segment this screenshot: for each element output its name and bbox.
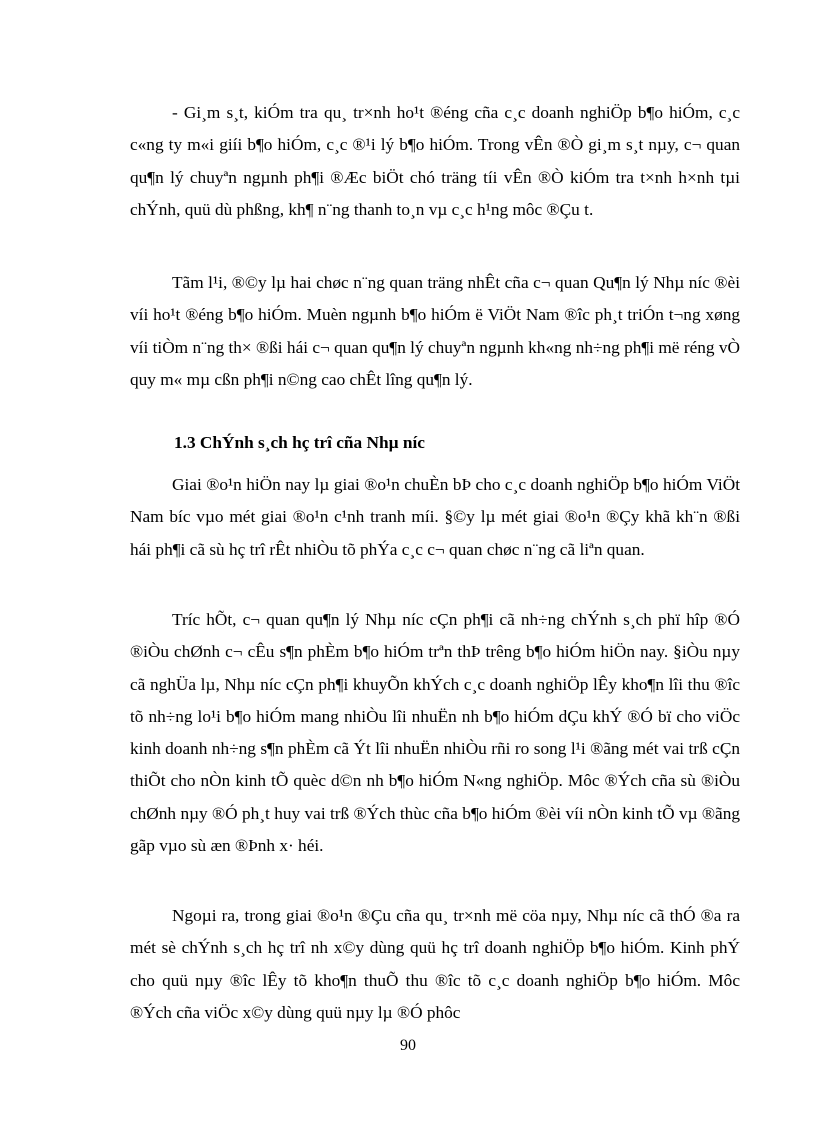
section-heading: 1.3 ChÝnh s¸ch hç trî cña Nhµ níc [174, 433, 425, 452]
paragraph-supervision: - Gi¸m s¸t, kiÓm tra qu¸ tr×nh ho¹t ®éng cña c¸c doanh nghiÖp b¶o hiÓm, c¸c c«ng ty m«i giíi b¶o hiÓm, c¸c ®¹i lý b¶o hiÓm. Trong vÊn ®Ò gi¸m s¸t nµy, c¬ quan qu¶n lý chuyªn ngµnh ph¶i ®Æc biÖt chó träng tíi vÊn ®Ò kiÓm tra t×nh h×nh tµi chÝnh, quü dù phßng, kh¶ n¨ng thanh to¸n vµ c¸c h¹ng môc ®Çu t. [130, 103, 740, 219]
paragraph-first-policy: Tríc hÕt, c¬ quan qu¶n lý Nhµ níc cÇn ph¶i cã nh÷ng chÝnh s¸ch phï hîp ®Ó ®iÒu chØnh c¬ cÊu s¶n phÈm b¶o hiÓm trªn thÞ trêng b¶o hiÓm hiÖn nay. §iÒu nµy cã nghÜa lµ, Nhµ níc cÇn ph¶i khuyÕn khÝch c¸c doanh nghiÖp lÊy kho¶n lîi thu ®îc tõ nh÷ng lo¹i b¶o hiÓm mang nhiÒu lîi nhuËn nh b¶o hiÓm dÇu khÝ ®Ó bï cho viÖc kinh doanh nh÷ng s¶n phÈm cã Ýt lîi nhuËn nhiÒu rñi ro song l¹i ®ãng mét vai trß cÇn thiÕt cho nÒn kinh tÕ quèc d©n nh b¶o hiÓm N«ng nghiÖp. Môc ®Ých cña sù ®iÒu chØnh nµy ®Ó ph¸t huy vai trß ®Ých thùc cña b¶o hiÓm ®èi víi nÒn kinh tÕ vµ ®ãng gãp vµo sù æn ®Þnh x· héi. [130, 610, 740, 856]
page-number: 90 [400, 1037, 416, 1054]
paragraph-current-stage: Giai ®o¹n hiÖn nay lµ giai ®o¹n chuÈn bÞ cho c¸c doanh nghiÖp b¶o hiÓm ViÖt Nam bíc vµo mét giai ®o¹n c¹nh tranh míi. §©y lµ mét giai ®o¹n ®Çy khã kh¨n ®ßi hái ph¶i cã sù hç trî rÊt nhiÒu tõ phÝa c¸c c¬ quan chøc n¨ng cã liªn quan. [130, 475, 740, 559]
paragraph-summary: Tãm l¹i, ®©y lµ hai chøc n¨ng quan träng nhÊt cña c¬ quan Qu¶n lý Nhµ níc ®èi víi ho¹t ®éng b¶o hiÓm. Muèn ngµnh b¶o hiÓm ë ViÖt Nam ®îc ph¸t triÓn t¬ng xøng víi tiÒm n¨ng th× ®ßi hái c¬ quan qu¶n lý chuyªn ngµnh kh«ng nh÷ng ph¶i më réng vÒ quy m« mµ cßn ph¶i n©ng cao chÊt lîng qu¶n lý. [130, 273, 740, 389]
paragraph-support-fund: Ngoµi ra, trong giai ®o¹n ®Çu cña qu¸ tr×nh më cöa nµy, Nhµ níc cã thÓ ®a ra mét sè chÝnh s¸ch hç trî nh x©y dùng quü hç trî doanh nghiÖp b¶o hiÓm. Kinh phÝ cho quü nµy ®îc lÊy tõ kho¶n thuÕ thu ®îc tõ c¸c doanh nghiÖp b¶o hiÓm. Môc ®Ých cña viÖc x©y dùng quü nµy lµ ®Ó phôc [130, 906, 740, 1022]
